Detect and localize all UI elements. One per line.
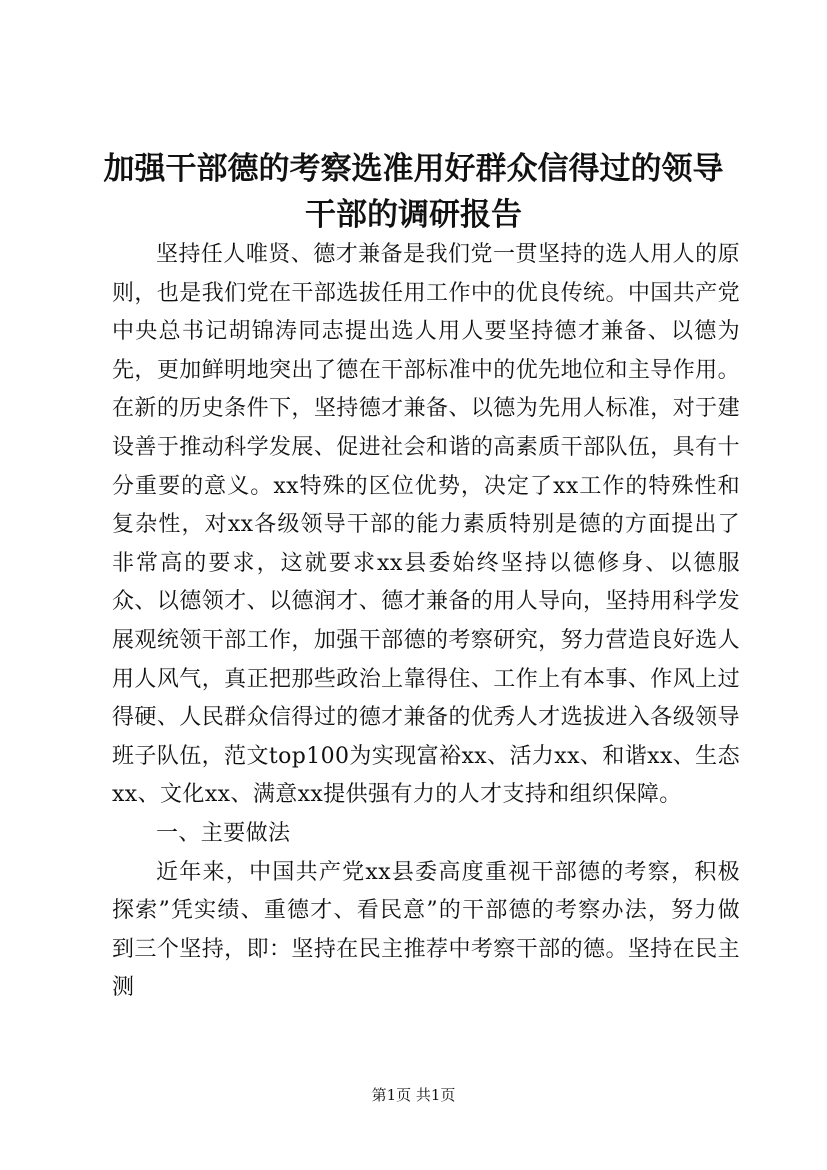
title-line-1: 加强干部德的考察选准用好群众信得过的领导 — [103, 151, 724, 187]
paragraph-intro: 坚持任人唯贤、德才兼备是我们党一贯坚持的选人用人的原则，也是我们党在干部选拔任用工作中的优良传统。中国共产党中央总书记胡锦涛同志提出选人用人要坚持德才兼备、以德为先，更加鲜明地突出了德在干部标准中的优先地位和主导作用。在新的历史条件下，坚持德才兼备、以德为先用人标准，对于建设善于推动科学发展、促进社会和谐的高素质干部队伍，具有十分重要的意义。xx特殊的区位优势，决定了xx工作的特殊性和复杂性，对xx各级领导干部的能力素质特别是德的方面提出了非常高的要求，这就要求xx县委始终坚持以德修身、以德服众、以德领才、以德润才、德才兼备的用人导向，坚持用科学发展观统领干部工作，加强干部德的考察研究，努力营造良好选人用人风气，真正把那些政治上靠得住、工作上有本事、作风上过得硬、人民群众信得过的德才兼备的优秀人才选拔进入各级领导班子队伍，范文top100为实现富裕xx、活力xx、和谐xx、生态xx、文化xx、满意xx提供强有力的人才支持和组织保障。 — [112, 242, 740, 808]
page-footer: 第1页 共1页 — [371, 1086, 456, 1104]
document-body — [112, 236, 740, 1008]
title-line-2: 干部的调研报告 — [305, 197, 522, 233]
document-title — [100, 146, 727, 238]
paragraph-practice: 近年来，中国共产党xx县委高度重视干部德的考察，积极探索”凭实绩、重德才、看民意”的干部德的考察办法，努力做到三个坚持，即：坚持在民主推荐中考察干部的德。坚持在民主测 — [112, 859, 740, 1001]
section-heading: 一、主要做法 — [156, 820, 291, 846]
